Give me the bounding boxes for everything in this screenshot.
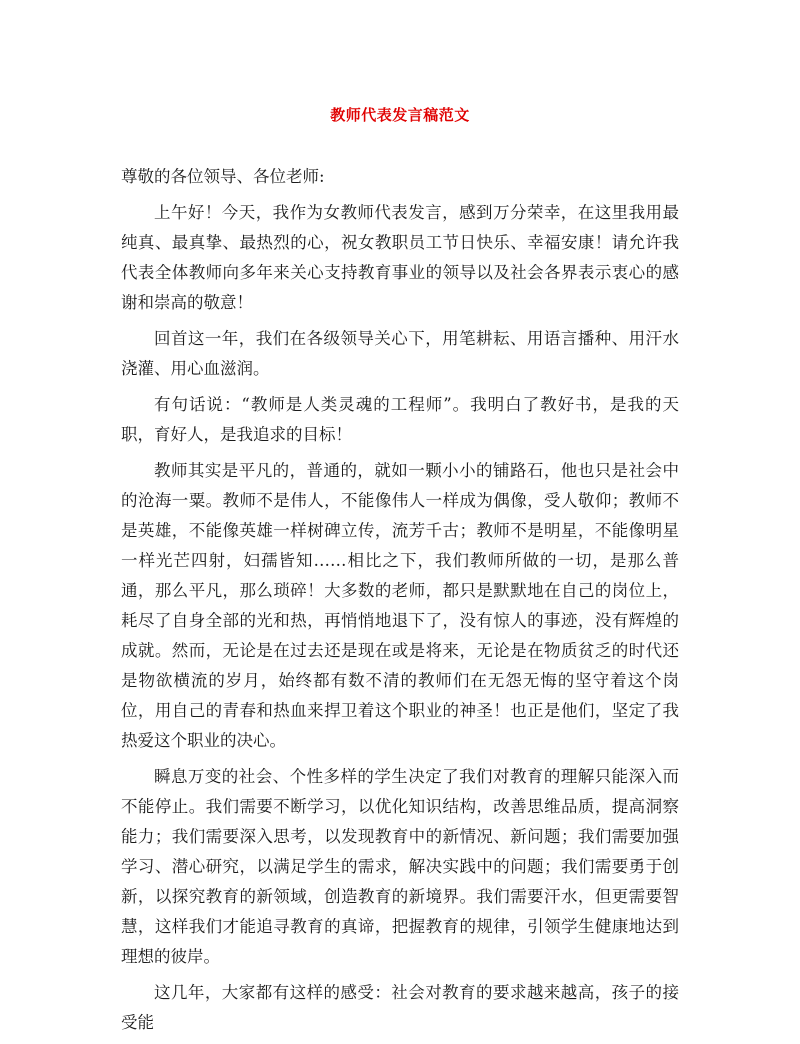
paragraph: 有句话说：“教师是人类灵魂的工程师”。我明白了教好书，是我的天职，育好人，是我追求的目标！ (121, 395, 679, 444)
paragraph: 上午好！今天，我作为女教师代表发言，感到万分荣幸，在这里我用最纯真、最真挚、最热烈的心，祝女教职员工节日快乐、幸福安康！请允许我代表全体教师向多年来关心支持教育事业的领导以及社会各界表示衷心的感谢和崇高的敬意！ (121, 203, 679, 312)
salutation: 尊敬的各位领导、各位老师: (121, 167, 325, 186)
document-body (121, 162, 679, 1044)
paragraph: 瞬息万变的社会、个性多样的学生决定了我们对教育的理解只能深入而不能停止。我们需要不断学习，以优化知识结构，改善思维品质，提高洞察能力；我们需要深入思考，以发现教育中的新情况、新问题；我们需要加强学习、潜心研究，以满足学生的需求，解决实践中的问题；我们需要勇于创新，以探究教育的新领域，创造教育的新境界。我们需要汗水，但更需要智慧，这样我们才能追寻教育的真谛，把握教育的规律，引领学生健康地达到理想的彼岸。 (121, 767, 679, 966)
paragraph: 这几年，大家都有这样的感受：社会对教育的要求越来越高，孩子的接受能 (121, 983, 679, 1032)
paragraph: 教师其实是平凡的，普通的，就如一颗小小的铺路石，他也只是社会中的沧海一粟。教师不是伟人，不能像伟人一样成为偶像，受人敬仰；教师不是英雄，不能像英雄一样树碑立传，流芳千古；教师不是明星，不能像明星一样光芒四射，妇孺皆知……相比之下，我们教师所做的一切，是那么普通，那么平凡，那么琐碎！大多数的老师，都只是默默地在自己的岗位上，耗尽了自身全部的光和热，再悄悄地退下了，没有惊人的事迹，没有辉煌的成就。然而，无论是在过去还是现在或是将来，无论是在物质贫乏的时代还是物欲横流的岁月，始终都有数不清的教师们在无怨无悔的坚守着这个岗位，用自己的青春和热血来捍卫着这个职业的神圣！也正是他们，坚定了我热爱这个职业的决心。 (121, 461, 679, 750)
document-title: 教师代表发言稿范文 (330, 106, 470, 124)
paragraph: 回首这一年，我们在各级领导关心下，用笔耕耘、用语言播种、用汗水浇灌、用心血滋润。 (121, 329, 679, 378)
